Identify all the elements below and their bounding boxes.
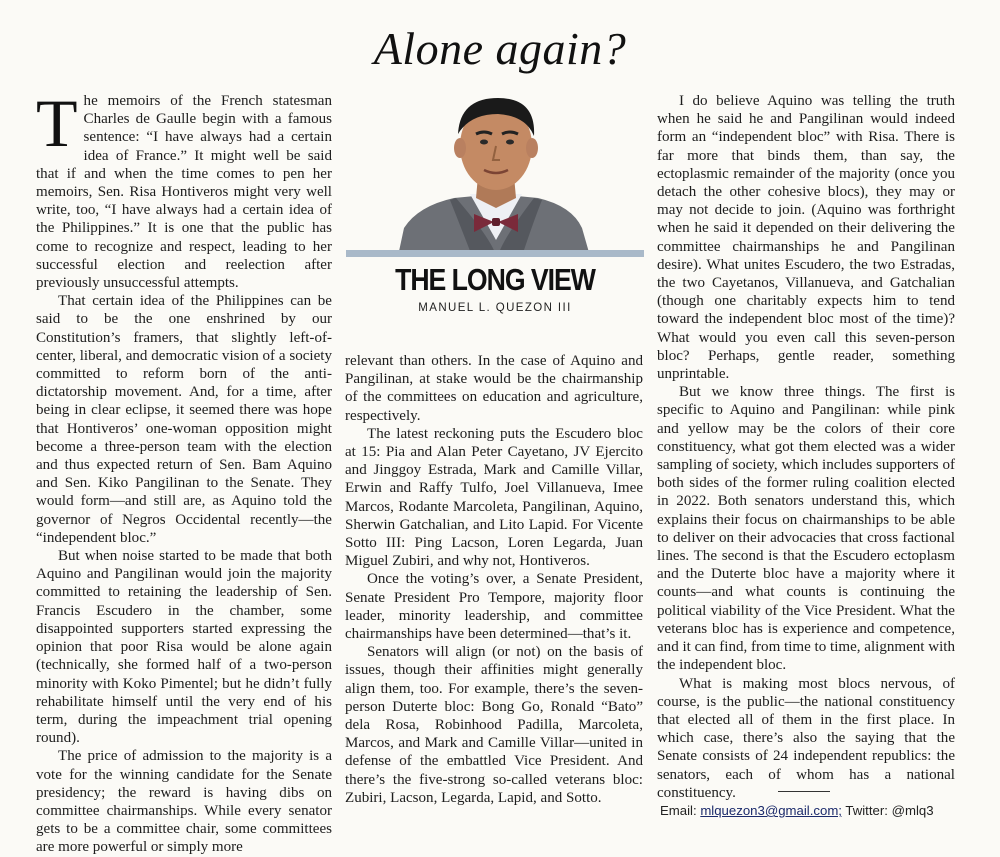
byline: MANUEL L. QUEZON III [418, 302, 572, 314]
paragraph: I do believe Aquino was telling the truth when he said he and Pangilinan would indeed form an “independent bloc” with Risa. There is far more that binds them, than say, the ectoplasmic remainder of the majority (once you detach the other cohesive blocs), they may or may not decide to join. (Aquino was forthright when he said it depended on their delivering the committee chairmanships he and Pangilinan desire). What unites Escudero, the two Estradas, the two Cayetanos, Villanueva, and Gatchalian (though one charitably expects him to tend toward the independent bloc most of the time)? What would you even call this seven-person bloc? Perhaps, gentle reader, something unprintable. [657, 93, 955, 383]
column-rule [346, 250, 644, 257]
paragraph [36, 85, 332, 292]
paragraph: That certain idea of the Philippines can be said to be the one enshrined by our Constitution’s framers, that slightly left-of-center, liberal, and democratic vision of a society committed to reform born of the anti-dictatorship movement. And, for a time, after being in clear eclipse, it seemed there was hope that Hontiveros’ one-woman opposition might become a three-person team with the election and thus expected return of Sen. Bam Aquino and Sen. Kiko Pangilinan to the Senate. They would form—and still are, as Aquino told the governor of Negros Occidental recently—the “independent bloc.” [36, 293, 332, 546]
author-portrait-illustration [346, 90, 644, 256]
text-column-1 [36, 85, 332, 856]
column-title: THE LONG VIEW [395, 262, 595, 297]
twitter-handle[interactable]: @mlq3 [891, 803, 934, 818]
author-photo [346, 90, 644, 256]
email-link[interactable]: mlquezon3@gmail.com; [700, 803, 842, 818]
paragraph-text: he memoirs of the French statesman Charles de Gaulle begin with a famous sentence: “I have always had a certain idea of France.” It might well be said that if and when the time comes to pen her memoirs, Sen. Risa Hontiveros might very well write, too, “I have always had a certain idea of the Philippines.” It is one that the public has come to recognize and respect, leading to her successful election and reelection after previously unsuccessful attempts. [36, 93, 332, 292]
paragraph: The price of admission to the majority is a vote for the winning candidate for the Senate presidency; the reward is having dibs on committee chairmanships. While every senator gets to be a committee chair, some committees are more powerful or simply more [36, 748, 332, 856]
paragraph: But we know three things. The first is specific to Aquino and Pangilinan: while pink and yellow may be the colors of their core constituency, what got them elected was a wider sampling of society, which includes supporters of both sides of the former ruling coalition elected in 2022. Both senators understand this, which explains their focus on chairmanships to be able to deliver on their advocacies that cross factional lines. The second is that the Escudero ectoplasm and the Duterte bloc have a majority where it counts—and what counts is continuing the political viability of the Vice President. What the veterans bloc has is experience and competence, and it can find, from time to time, alignment with the independent bloc. [657, 384, 955, 674]
paragraph: The latest reckoning puts the Escudero bloc at 15: Pia and Alan Peter Cayetano, JV Ejercito and Jinggoy Estrada, Mark and Camille Villar, Erwin and Raffy Tulfo, Joel Villanueva, Imee Marcos, Rodante Marcoleta, Pangilinan, Aquino, Sherwin Gatchalian, and Lito Lapid. For Vicente Sotto III: Ping Lacson, Loren Legarda, Juan Miguel Zubiri, and why not, Hontiveros. [345, 425, 643, 570]
email-label: Email: [660, 803, 697, 818]
text-column-2 [345, 352, 643, 824]
paragraph: Once the voting’s over, a Senate President, Senate President Pro Tempore, majority floor leader, minority leadership, and committee chairmanships have been determined—that’s it. [345, 571, 643, 643]
drop-cap: T [36, 85, 78, 161]
twitter-label: Twitter: [845, 803, 888, 818]
paragraph: relevant than others. In the case of Aquino and Pangilinan, at stake would be the chairmanship of the committees on education and agriculture, respectively. [345, 353, 643, 424]
text-column-3 [657, 92, 955, 801]
paragraph: What is making most blocs nervous, of course, is the public—the national constituency that elected all of them in the first place. In which case, there’s also the saying that the Senate consists of 24 independent republics: the senators, each of whom has a national constituency. [657, 675, 955, 801]
paragraph: But when noise started to be made that both Aquino and Pangilinan would join the majority committed to retaining the leadership of Sen. Francis Escudero in the chamber, some disappointed supporters started expressing the opinion that poor Risa would be alone again (technically, she formed half of a two-person minority with Koko Pimentel; but he didn’t fully rehabilitate himself until the very end of his term, during the impeachment trial opening round). [36, 548, 332, 747]
headline: Alone again? [373, 23, 627, 74]
paragraph: Senators will align (or not) on the basis of issues, though their affinities might generally align them, too. For example, there’s the seven-person Duterte bloc: Bong Go, Ronald “Bato” dela Rosa, Robinhood Padilla, Marcoleta, Marcos, and Mark and Camille Villar—united in defense of the embattled Vice President. And there’s the five-strong so-called veterans bloc: Zubiri, Lacson, Legarda, Lapid, and Sotto. [345, 644, 643, 806]
end-divider [778, 791, 830, 792]
contact-line [660, 803, 960, 818]
